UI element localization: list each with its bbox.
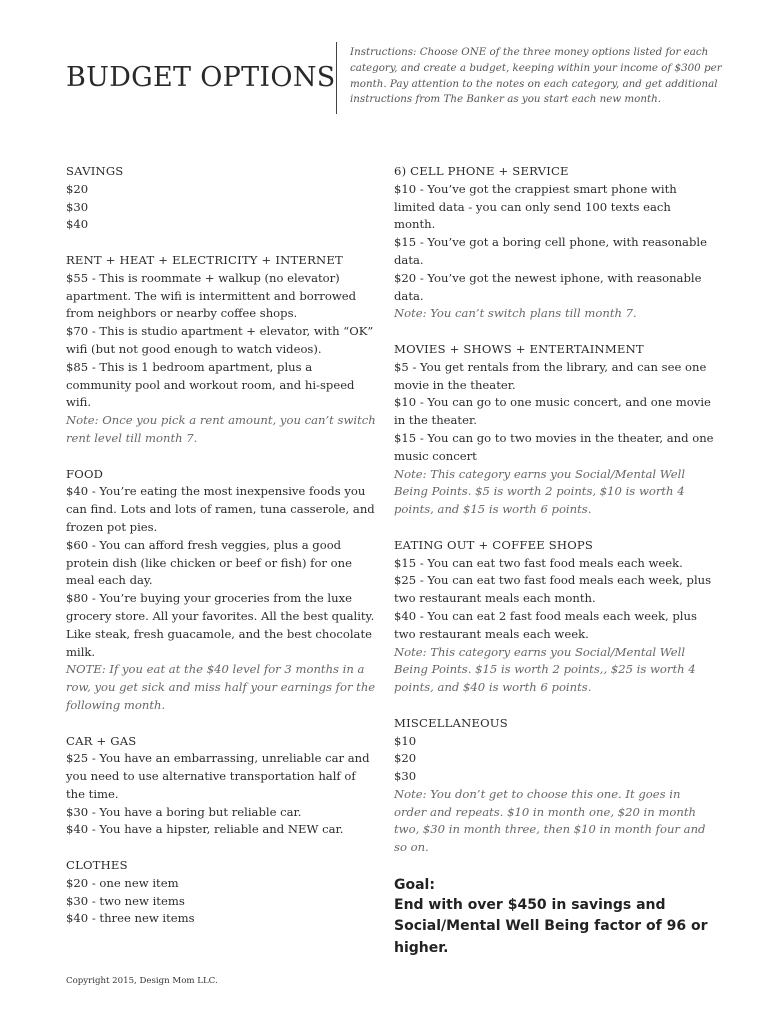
budget-category	[394, 715, 714, 857]
copyright-footer: Copyright 2015, Design Mom LLC.	[66, 976, 218, 986]
budget-option: $15 - You can go to two movies in the theater, and one music concert	[394, 430, 714, 463]
budget-option: $25 - You have an embarrassing, unreliable car and you need to use alternative transportation half of the time.	[66, 751, 370, 801]
budget-option: $60 - You can afford fresh veggies, plus a good protein dish (like chicken or beef or fish) for one meal each day.	[66, 537, 352, 588]
category-heading: SAVINGS	[66, 164, 124, 178]
budget-category	[394, 537, 714, 697]
category-heading: FOOD	[66, 466, 104, 481]
budget-option: $10 - You can go to one music concert, and one movie in the theater.	[394, 395, 711, 428]
budget-option: $40 - You have a hipster, reliable and NEW car.	[66, 822, 344, 837]
budget-option: $5 - You get rentals from the library, and can see one movie in the theater.	[394, 359, 707, 392]
budget-option: $40	[66, 217, 89, 232]
goal-label: Goal:	[394, 876, 435, 893]
category-heading: RENT + HEAT + ELECTRICITY + INTERNET	[66, 252, 343, 267]
budget-category	[66, 163, 378, 234]
category-heading: CAR + GAS	[66, 733, 137, 748]
category-note: NOTE: If you eat at the $40 level for 3 months in a row, you get sick and miss half your earnings for the following month.	[66, 662, 376, 712]
category-note: Note: You don’t get to choose this one. It goes in order and repeats. $10 in month one, $20 in month two, $30 in month three, then $10 in month four and so on.	[394, 786, 706, 855]
category-note: Note: This category earns you Social/Mental Well Being Points. $15 is worth 2 points,, $25 is worth 4 points, and $40 is worth 6 points.	[394, 644, 696, 695]
budget-option: $30	[394, 769, 417, 784]
budget-option: $30 - You have a boring but reliable car.	[66, 804, 302, 819]
budget-option: $70 - This is studio apartment + elevator, with “OK” wifi (but not good enough to watch videos).	[66, 324, 374, 356]
budget-option: $25 - You can eat two fast food meals each week, plus two restaurant meals each month.	[394, 573, 712, 606]
budget-option: $15 - You can eat two fast food meals each week.	[394, 555, 683, 570]
goal-block	[394, 875, 714, 960]
category-note: Note: Once you pick a rent amount, you can’t switch rent level till month 7.	[66, 413, 376, 445]
budget-option: $85 - This is 1 bedroom apartment, plus a community pool and workout room, and hi-speed wifi.	[66, 359, 355, 410]
budget-option: $30 - two new items	[66, 893, 185, 908]
budget-option: $20 - You’ve got the newest iphone, with reasonable data.	[394, 270, 702, 303]
budget-option: $10 - You’ve got the crappiest smart phone with limited data - you can only send 100 texts each month.	[394, 181, 677, 232]
budget-option: $20	[394, 751, 417, 766]
budget-option: $10	[394, 733, 417, 748]
goal-text: End with over $450 in savings and Social/Mental Well Being factor of 96 or higher.	[394, 896, 708, 956]
budget-category	[394, 163, 714, 323]
header-divider	[336, 42, 337, 114]
budget-option: $40 - You can eat 2 fast food meals each week, plus two restaurant meals each week.	[394, 608, 697, 641]
budget-category	[66, 466, 378, 715]
budget-option: $40 - You’re eating the most inexpensive foods you can find. Lots and lots of ramen, tuna casserole, and frozen pot pies.	[66, 484, 375, 534]
category-heading: CLOTHES	[66, 858, 128, 873]
category-note: Note: This category earns you Social/Mental Well Being Points. $5 is worth 2 points, $10 is worth 4 points, and $15 is worth 6 points.	[394, 466, 686, 517]
right-column	[394, 163, 714, 959]
budget-option: $80 - You’re buying your groceries from the luxe grocery store. All your favorites. All the best quality. Like steak, fresh guacamole, and the best chocolate milk.	[66, 591, 375, 659]
budget-category	[394, 341, 714, 519]
right-sections	[394, 163, 714, 857]
category-heading: MISCELLANEOUS	[394, 715, 508, 730]
budget-category	[66, 857, 378, 928]
category-note: Note: You can’t switch plans till month 7.	[394, 306, 637, 321]
budget-category	[66, 252, 378, 448]
budget-option: $20	[66, 181, 89, 196]
category-heading: MOVIES + SHOWS + ENTERTAINMENT	[394, 341, 644, 356]
category-heading: EATING OUT + COFFEE SHOPS	[394, 537, 594, 552]
budget-option: $55 - This is roommate + walkup (no elevator) apartment. The wifi is intermittent and borrowed from neighbors or nearby coffee shops.	[66, 270, 357, 321]
budget-option: $40 - three new items	[66, 911, 195, 926]
budget-option: $20 - one new item	[66, 875, 179, 890]
page-title: BUDGET OPTIONS	[66, 62, 336, 93]
budget-category	[66, 733, 378, 840]
left-column	[66, 163, 378, 946]
budget-option: $15 - You’ve got a boring cell phone, with reasonable data.	[394, 235, 707, 267]
category-heading: 6) CELL PHONE + SERVICE	[394, 164, 569, 178]
budget-option: $30	[66, 199, 89, 214]
instructions-text: Instructions: Choose ONE of the three money options listed for each category, and create a budget, keeping within your income of $300 per month. Pay attention to the notes on each category, and get additional instructions from The Banker as you start each new month.	[350, 46, 722, 106]
